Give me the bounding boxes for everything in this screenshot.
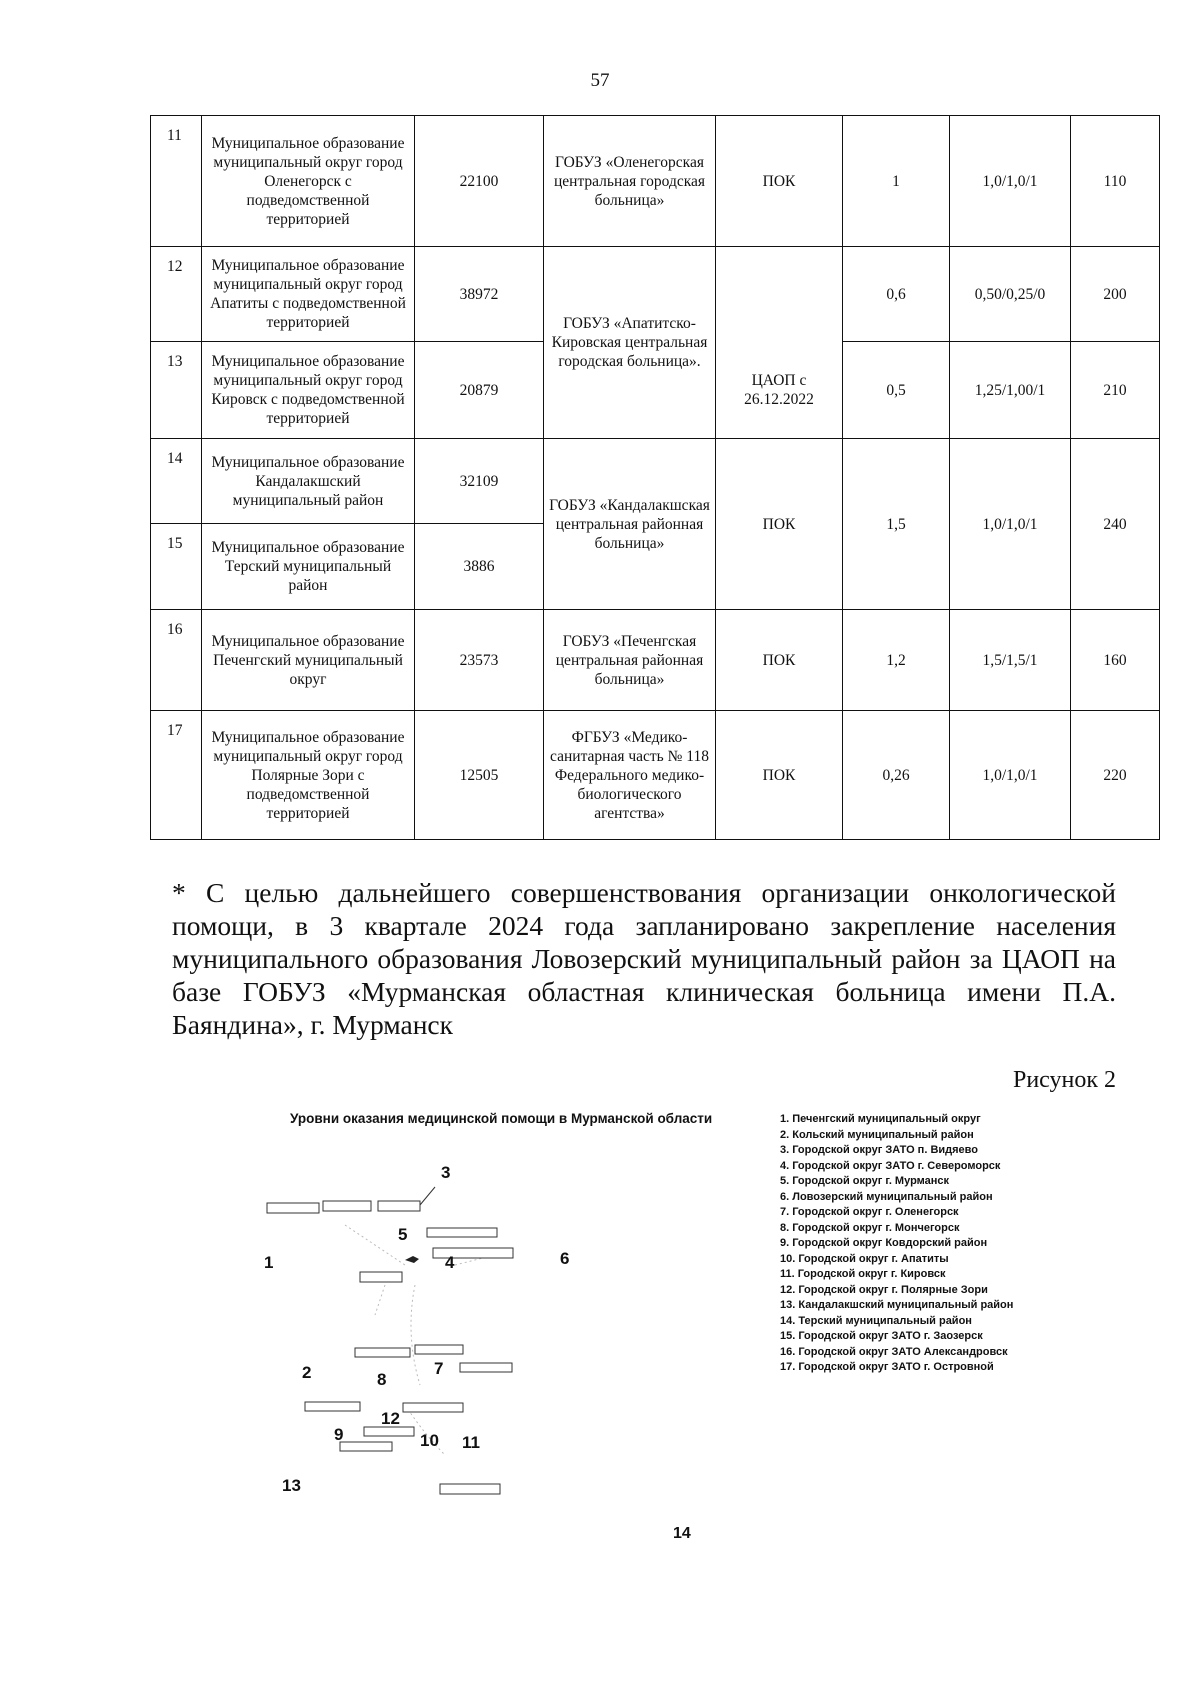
population-cell: 20879 <box>415 342 544 439</box>
population-cell: 3886 <box>415 524 544 610</box>
municipality-cell: Муниципальное образование муниципальный округ город Кировск с подведомственной территорией <box>202 342 415 439</box>
region-number: 4 <box>445 1253 455 1272</box>
table-row <box>151 247 1160 342</box>
value-cell: 0,26 <box>843 711 950 840</box>
region-number: 1 <box>264 1253 274 1272</box>
legend-item: 17. Городской округ ЗАТО г. Островной <box>780 1361 994 1373</box>
legend-item: 5. Городской округ г. Мурманск <box>780 1175 950 1187</box>
distance-cell: 200 <box>1071 247 1160 342</box>
municipality-cell: Муниципальное образование муниципальный округ город Полярные Зори с подведомственной территорией <box>202 711 415 840</box>
region-number: 8 <box>377 1370 387 1389</box>
ratio-cell: 1,0/1,0/1 <box>950 711 1071 840</box>
region-number: 13 <box>282 1476 301 1495</box>
hospital-cell: ГОБУЗ «Кандалакшская центральная районная больница» <box>544 439 716 610</box>
type-cell: ПОК <box>716 610 843 711</box>
region-number: 12 <box>381 1409 400 1428</box>
legend-item: 9. Городской округ Ковдорский район <box>780 1237 988 1249</box>
type-cell: ПОК <box>716 711 843 840</box>
distance-cell: 240 <box>1071 439 1160 610</box>
legend-item: 8. Городской округ г. Мончегорск <box>780 1221 960 1234</box>
population-cell: 23573 <box>415 610 544 711</box>
population-cell: 38972 <box>415 247 544 342</box>
region-number: 6 <box>560 1249 570 1268</box>
map-legend <box>780 1112 1013 1376</box>
region-number: 11 <box>462 1433 480 1452</box>
ratio-cell: 1,0/1,0/1 <box>950 439 1071 610</box>
value-cell: 0,5 <box>843 342 950 439</box>
legend-item: 14. Терский муниципальный район <box>780 1314 972 1327</box>
municipality-cell: Муниципальное образование муниципальный округ город Апатиты с подведомственной территорией <box>202 247 415 342</box>
distance-cell: 110 <box>1071 116 1160 247</box>
region-numbers <box>255 1135 570 1515</box>
region-number: 2 <box>302 1363 312 1382</box>
region-number: 7 <box>434 1359 444 1378</box>
municipality-cell: Муниципальное образование Терский муниципальный район <box>202 524 415 610</box>
region-number: 5 <box>398 1225 408 1244</box>
hospital-cell: ГОБУЗ «Печенгская центральная районная больница» <box>544 610 716 711</box>
legend-item: 1. Печенгский муниципальный округ <box>780 1113 981 1125</box>
municipality-cell: Муниципальное образование Кандалакшский муниципальный район <box>202 439 415 524</box>
table-row <box>151 610 1160 711</box>
value-cell: 0,6 <box>843 247 950 342</box>
value-cell: 1,5 <box>843 439 950 610</box>
legend-item: 13. Кандалакшский муниципальный район <box>780 1299 1014 1311</box>
hospital-cell: ФГБУЗ «Медико-санитарная часть № 118 Федерального медико-биологического агентства» <box>544 711 716 840</box>
population-cell: 12505 <box>415 711 544 840</box>
region-number: 3 <box>441 1163 451 1182</box>
map-title: Уровни оказания медицинской помощи в Мурманской области <box>290 1111 713 1126</box>
legend-item: 15. Городской округ ЗАТО г. Заозерск <box>780 1330 983 1342</box>
population-cell: 32109 <box>415 439 544 524</box>
type-cell: ПОК <box>716 439 843 610</box>
region-number: 9 <box>334 1425 344 1444</box>
legend-item: 4. Городской округ ЗАТО г. Североморск <box>780 1159 1001 1172</box>
value-cell: 1,2 <box>843 610 950 711</box>
row-number: 13 <box>151 342 202 439</box>
legend-item: 16. Городской округ ЗАТО Александровск <box>780 1345 1008 1358</box>
legend-item: 7. Городской округ г. Оленегорск <box>780 1206 959 1218</box>
embedded-page-number: 14 <box>673 1525 691 1542</box>
ratio-cell: 1,0/1,0/1 <box>950 116 1071 247</box>
legend-item: 6. Ловозерский муниципальный район <box>780 1190 993 1203</box>
row-number: 14 <box>151 439 202 524</box>
distance-cell: 220 <box>1071 711 1160 840</box>
type-cell: ЦАОП с 26.12.2022 <box>716 342 843 439</box>
distance-cell: 210 <box>1071 342 1160 439</box>
figure-caption: Рисунок 2 <box>1012 1067 1116 1093</box>
row-number: 11 <box>151 116 202 247</box>
legend-item: 12. Городской округ г. Полярные Зори <box>780 1283 988 1296</box>
legend-item: 2. Кольский муниципальный район <box>780 1128 974 1141</box>
hospital-cell: ГОБУЗ «Оленегорская центральная городская больница» <box>544 116 716 247</box>
type-cell-empty <box>716 247 843 342</box>
distance-cell: 160 <box>1071 610 1160 711</box>
legend-item: 10. Городской округ г. Апатиты <box>780 1252 949 1265</box>
table-row <box>151 439 1160 524</box>
region-number: 10 <box>420 1431 439 1450</box>
ratio-cell: 1,25/1,00/1 <box>950 342 1071 439</box>
hospital-table <box>150 115 1160 840</box>
ratio-cell: 1,5/1,5/1 <box>950 610 1071 711</box>
row-number: 12 <box>151 247 202 342</box>
population-cell: 22100 <box>415 116 544 247</box>
row-number: 17 <box>151 711 202 840</box>
page-number: 57 <box>590 70 610 91</box>
row-number: 16 <box>151 610 202 711</box>
footnote-paragraph: * С целью дальнейшего совершенствования организации онкологической помощи, в 3 квартале 2024 года запланировано закрепление населения муниципального образования Ловозерский муниципальный район за ЦАОП на базе ГОБУЗ «Мурманская областная клиническая больница имени П.А. Баяндина», г. Мурманск <box>172 877 1116 1040</box>
legend-item: 11. Городской округ г. Кировск <box>780 1268 946 1280</box>
ratio-cell: 0,50/0,25/0 <box>950 247 1071 342</box>
table-row <box>151 116 1160 247</box>
hospital-cell: ГОБУЗ «Апатитско-Кировская центральная городская больница». <box>544 247 716 439</box>
table-row <box>151 711 1160 840</box>
value-cell: 1 <box>843 116 950 247</box>
municipality-cell: Муниципальное образование муниципальный округ город Оленегорск с подведомственной территорией <box>202 116 415 247</box>
municipality-cell: Муниципальное образование Печенгский муниципальный округ <box>202 610 415 711</box>
row-number: 15 <box>151 524 202 610</box>
legend-item: 3. Городской округ ЗАТО п. Видяево <box>780 1144 978 1156</box>
type-cell: ПОК <box>716 116 843 247</box>
